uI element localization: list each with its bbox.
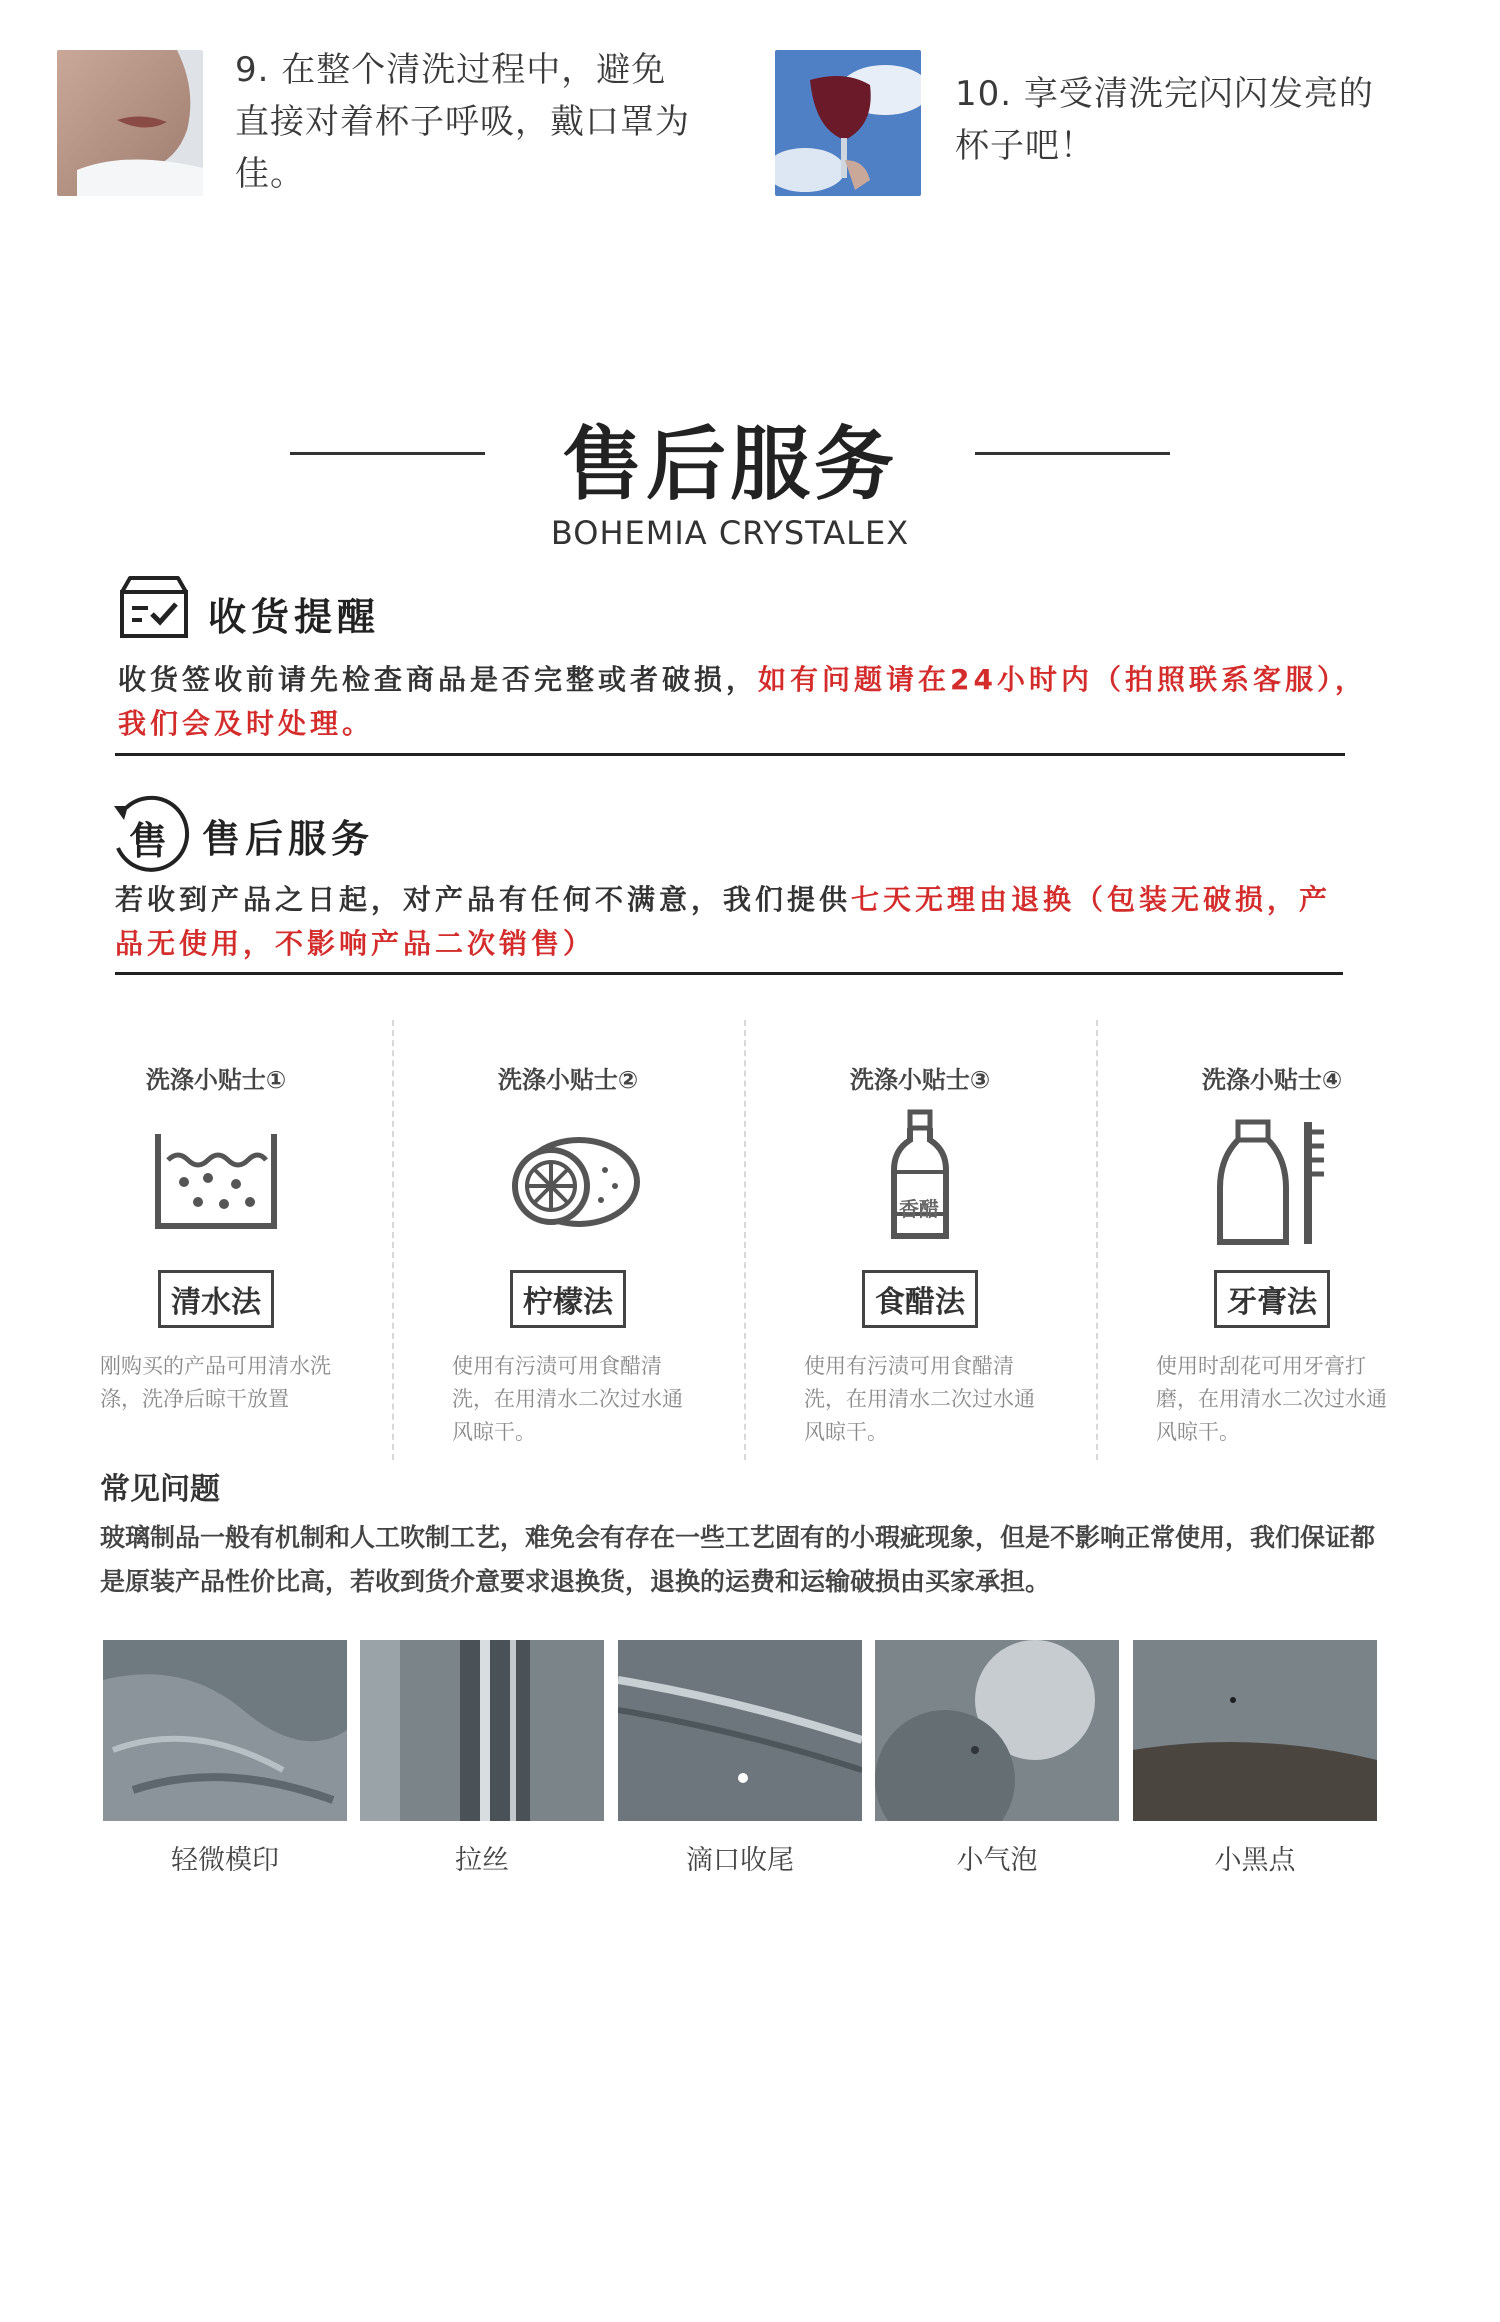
step-10-text	[955, 68, 1405, 172]
step-10-photo	[775, 50, 921, 196]
tip-title: 洗涤小贴士③	[849, 1066, 991, 1094]
tip-method-label: 牙膏法	[1214, 1270, 1330, 1328]
section-divider	[115, 972, 1343, 975]
aftersale-title: 售后服务	[202, 817, 375, 861]
lemon-icon	[493, 1130, 643, 1238]
heading-rule-right	[975, 452, 1170, 455]
tip-description: 使用有污渍可用食醋清洗，在用清水二次过水通风晾干。	[452, 1354, 683, 1444]
aftersale-body-highlight: 七天无理由退换（包装无破损，产品无使用，不影响产品二次销售）	[115, 883, 1332, 960]
tip-card	[392, 1020, 744, 1460]
tip-method-label: 清水法	[158, 1270, 274, 1328]
step-number: 10.	[955, 74, 1013, 114]
receipt-title: 收货提醒	[208, 595, 381, 639]
step-9-photo	[57, 50, 203, 196]
section-divider	[115, 753, 1345, 756]
bottle-label-text: 香醋	[899, 1197, 939, 1221]
defect-label: 小气泡	[956, 1845, 1038, 1876]
defect-photo-bubble	[875, 1640, 1119, 1821]
tip-card	[744, 1020, 1096, 1460]
receipt-body-text: 收货签收前请先检查商品是否完整或者破损，	[118, 663, 759, 696]
defect-label: 轻微模印	[171, 1845, 279, 1876]
tip-description: 使用时刮花可用牙膏打磨，在用清水二次过水通风晾干。	[1156, 1354, 1387, 1444]
vinegar-bottle-icon	[890, 1108, 950, 1246]
defect-photo-mold-mark	[103, 1640, 347, 1821]
defect-photo-drip-mark	[618, 1640, 862, 1821]
tip-card	[40, 1020, 392, 1460]
aftersale-body-text: 若收到产品之日起，对产品有任何不满意，我们提供	[115, 883, 852, 916]
receipt-body-highlight: 如有问题请在24小时内（拍照联系客服），我们会及时处理。	[118, 663, 1367, 740]
aftersale-body	[115, 878, 1355, 966]
tip-method-label: 柠檬法	[510, 1270, 626, 1328]
toothpaste-brush-icon	[1216, 1118, 1328, 1252]
defect-label: 滴口收尾	[686, 1845, 794, 1876]
tip-method-label: 食醋法	[862, 1270, 978, 1328]
defect-label: 拉丝	[455, 1845, 509, 1876]
faq-body: 玻璃制品一般有机制和人工吹制工艺，难免会有存在一些工艺固有的小瑕疵现象，但是不影响正常使用，我们保证都是原装产品性价比高，若收到货介意要求退换货，退换的运费和运输破损由买家承担。	[100, 1523, 1376, 1596]
delivery-box-icon	[118, 574, 190, 644]
water-basin-icon	[154, 1130, 278, 1238]
tip-title: 洗涤小贴士④	[1201, 1066, 1343, 1094]
defect-photo-drawing-line	[360, 1640, 604, 1821]
tip-card	[1096, 1020, 1448, 1460]
brand-subtitle: BOHEMIA CRYSTALEX	[550, 514, 910, 552]
step-description: 在整个清洗过程中，避免直接对着杯子呼吸，戴口罩为佳。	[235, 50, 690, 194]
page-title: 售后服务	[562, 418, 898, 511]
service-icon-char: 售	[129, 819, 168, 863]
tip-title: 洗涤小贴士①	[145, 1066, 287, 1094]
faq-title: 常见问题	[100, 1472, 220, 1507]
step-9-text	[235, 44, 690, 200]
tip-description: 刚购买的产品可用清水洗涤，洗净后晾干放置	[100, 1354, 331, 1411]
defect-label: 小黑点	[1214, 1845, 1296, 1876]
washing-tips	[40, 1020, 1448, 1460]
step-number: 9.	[235, 50, 270, 90]
tip-description: 使用有污渍可用食醋清洗，在用清水二次过水通风晾干。	[804, 1354, 1035, 1444]
step-description: 享受清洗完闪闪发亮的杯子吧！	[955, 74, 1374, 166]
receipt-body	[118, 658, 1388, 746]
defect-photo-black-dot	[1133, 1640, 1377, 1821]
heading-rule-left	[290, 452, 485, 455]
tip-title: 洗涤小贴士②	[497, 1066, 639, 1094]
